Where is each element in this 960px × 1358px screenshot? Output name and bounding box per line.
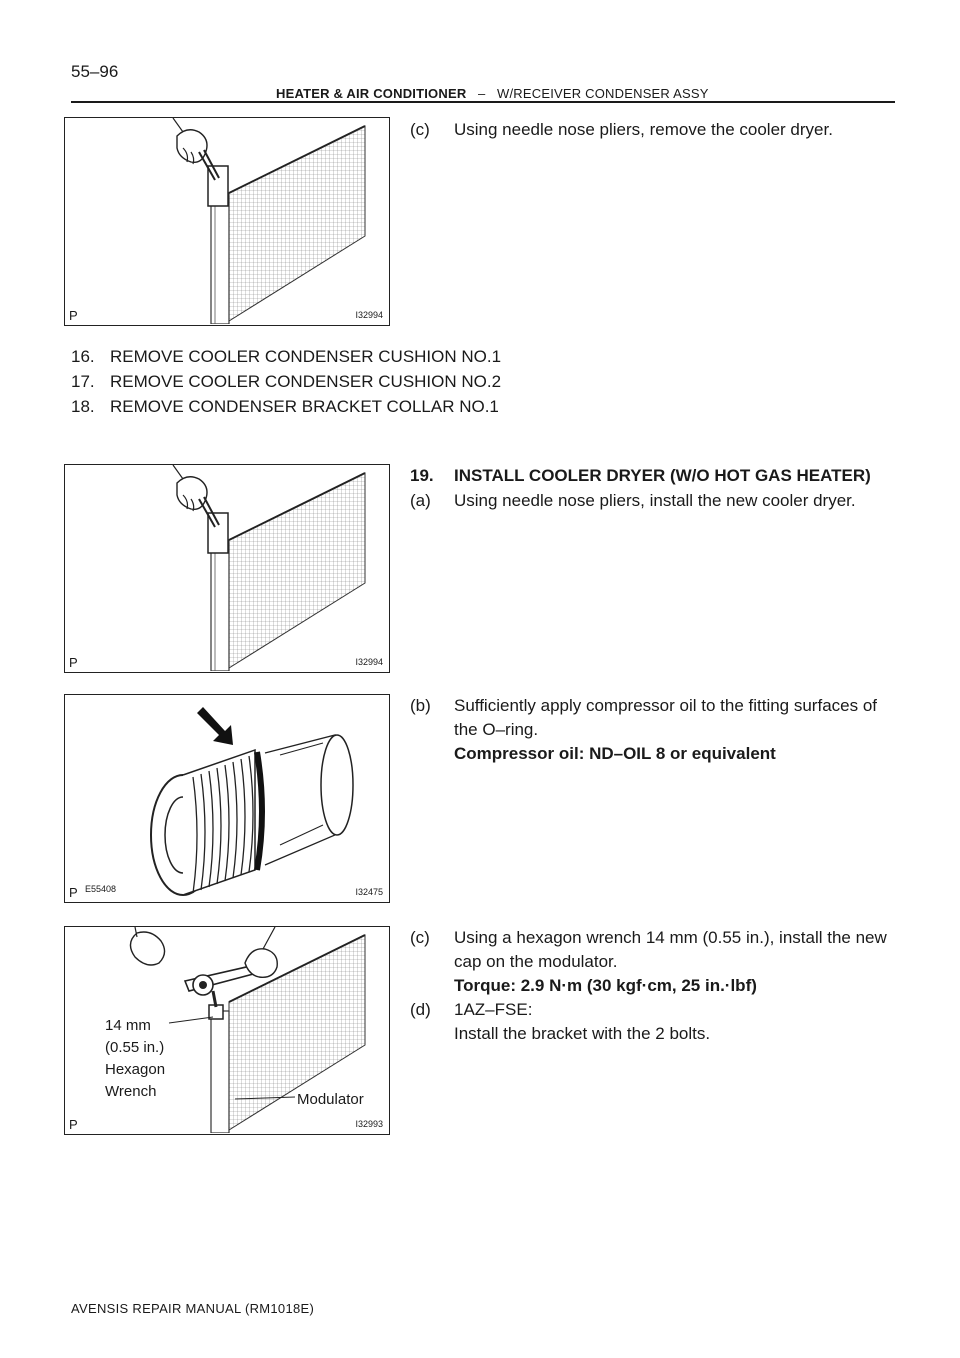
figure-code: I32993 xyxy=(355,1119,383,1129)
footer-manual-id: AVENSIS REPAIR MANUAL (RM1018E) xyxy=(71,1301,315,1316)
figure-p-mark: P xyxy=(69,1117,78,1132)
figure-code: I32994 xyxy=(355,657,383,667)
step-title: INSTALL COOLER DRYER (W/O HOT GAS HEATER) xyxy=(454,466,871,485)
label-wrench: Wrench xyxy=(105,1083,157,1100)
figure-code: I32994 xyxy=(355,310,383,320)
label-hexagon: Hexagon xyxy=(105,1061,166,1078)
figure-install-dryer xyxy=(64,464,390,673)
figure-o-ring-drawing xyxy=(65,695,388,901)
step-marker: (c) xyxy=(410,928,430,947)
header-rule xyxy=(71,101,895,103)
header-subsection-title: W/RECEIVER CONDENSER ASSY xyxy=(497,86,709,101)
step-number: 19. xyxy=(410,466,434,485)
step-spec: Compressor oil: ND–OIL 8 or equivalent xyxy=(454,744,776,763)
step-marker: (d) xyxy=(410,1000,431,1019)
step-number: 18. xyxy=(71,397,95,416)
figure-install-cap xyxy=(64,926,390,1135)
step-spec: Torque: 2.9 N·m (30 kgf·cm, 25 in.·lbf) xyxy=(454,976,757,995)
figure-install-dryer-drawing xyxy=(65,465,388,671)
step-number: 16. xyxy=(71,347,95,366)
figure-remove-dryer xyxy=(64,117,390,326)
step-text-line: Install the bracket with the 2 bolts. xyxy=(454,1024,711,1043)
step-title: REMOVE CONDENSER BRACKET COLLAR NO.1 xyxy=(110,397,499,416)
step-text: Using needle nose pliers, install the new cooler dryer. xyxy=(454,491,856,510)
header-separator: – xyxy=(478,86,486,101)
label-wrench-size-in: (0.55 in.) xyxy=(105,1039,165,1056)
step-marker: (a) xyxy=(410,491,431,510)
page-number: 55–96 xyxy=(71,62,119,81)
figure-p-mark: P xyxy=(69,655,78,670)
step-text-line: cap on the modulator. xyxy=(454,952,618,971)
label-wrench-size: 14 mm xyxy=(105,1017,151,1034)
figure-secondary-code: E55408 xyxy=(85,884,117,894)
step-text-line: 1AZ–FSE: xyxy=(454,1000,533,1019)
figure-code: I32475 xyxy=(355,887,383,897)
step-title: REMOVE COOLER CONDENSER CUSHION NO.2 xyxy=(110,372,502,391)
header-section-title: HEATER & AIR CONDITIONER xyxy=(276,86,467,101)
step-text: Using needle nose pliers, remove the cooler dryer. xyxy=(454,120,833,139)
figure-o-ring xyxy=(64,694,390,903)
step-marker: (c) xyxy=(410,120,430,139)
step-text-line: Using a hexagon wrench 14 mm (0.55 in.), install the new xyxy=(454,928,887,947)
step-text-line: the O–ring. xyxy=(454,720,539,739)
step-number: 17. xyxy=(71,372,95,391)
step-title: REMOVE COOLER CONDENSER CUSHION NO.1 xyxy=(110,347,502,366)
step-marker: (b) xyxy=(410,696,431,715)
figure-remove-dryer-drawing xyxy=(65,118,388,324)
step-text-line: Sufficiently apply compressor oil to the fitting surfaces of xyxy=(454,696,877,715)
figure-p-mark: P xyxy=(69,885,78,900)
label-modulator: Modulator xyxy=(297,1091,364,1108)
figure-p-mark: P xyxy=(69,308,78,323)
